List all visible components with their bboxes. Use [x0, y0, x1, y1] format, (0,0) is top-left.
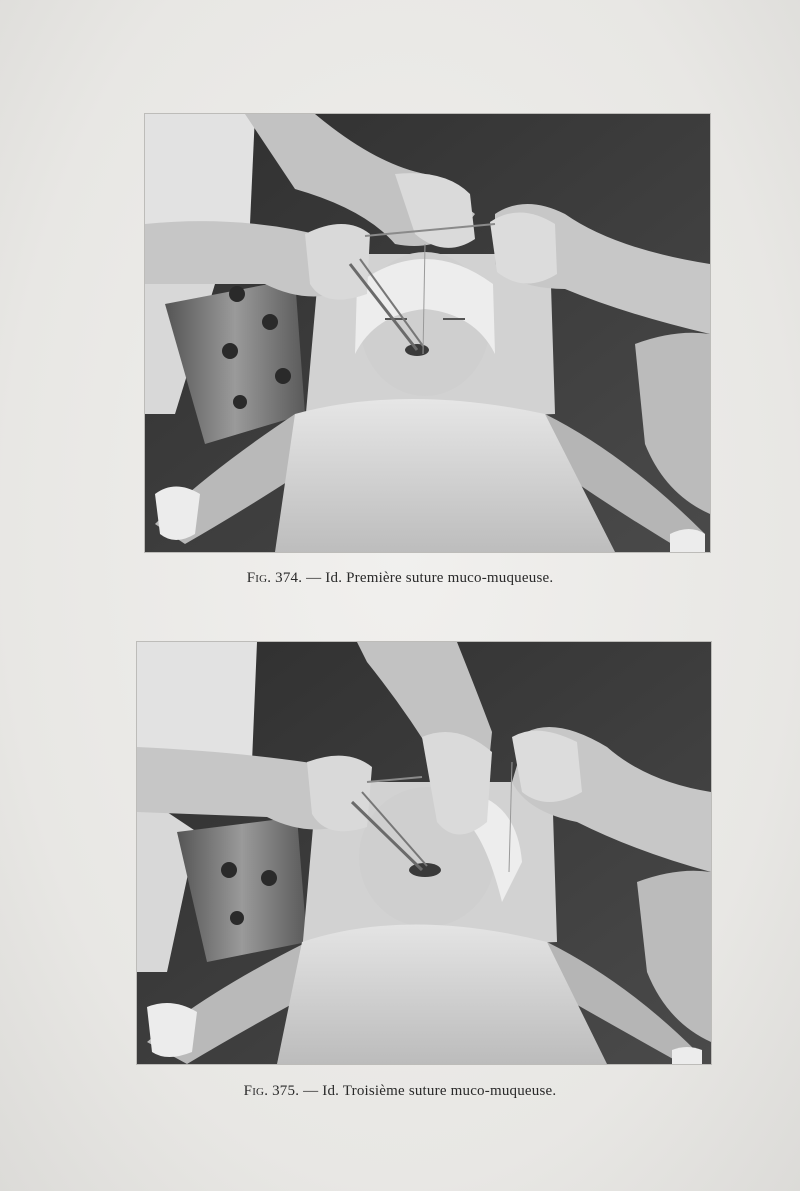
- figure-375-text: — Id. Troisième suture muco-muqueuse.: [303, 1083, 557, 1099]
- figure-374-text: — Id. Première suture muco-muqueuse.: [306, 570, 554, 586]
- figure-375-photo: [137, 642, 711, 1064]
- figure-375-label: Fig. 375.: [243, 1083, 300, 1099]
- figure-375-caption: [0, 1083, 800, 1100]
- figure-374-photo: [145, 114, 710, 552]
- figure-374-label: Fig. 374.: [246, 570, 303, 586]
- figure-374-caption: [0, 570, 800, 587]
